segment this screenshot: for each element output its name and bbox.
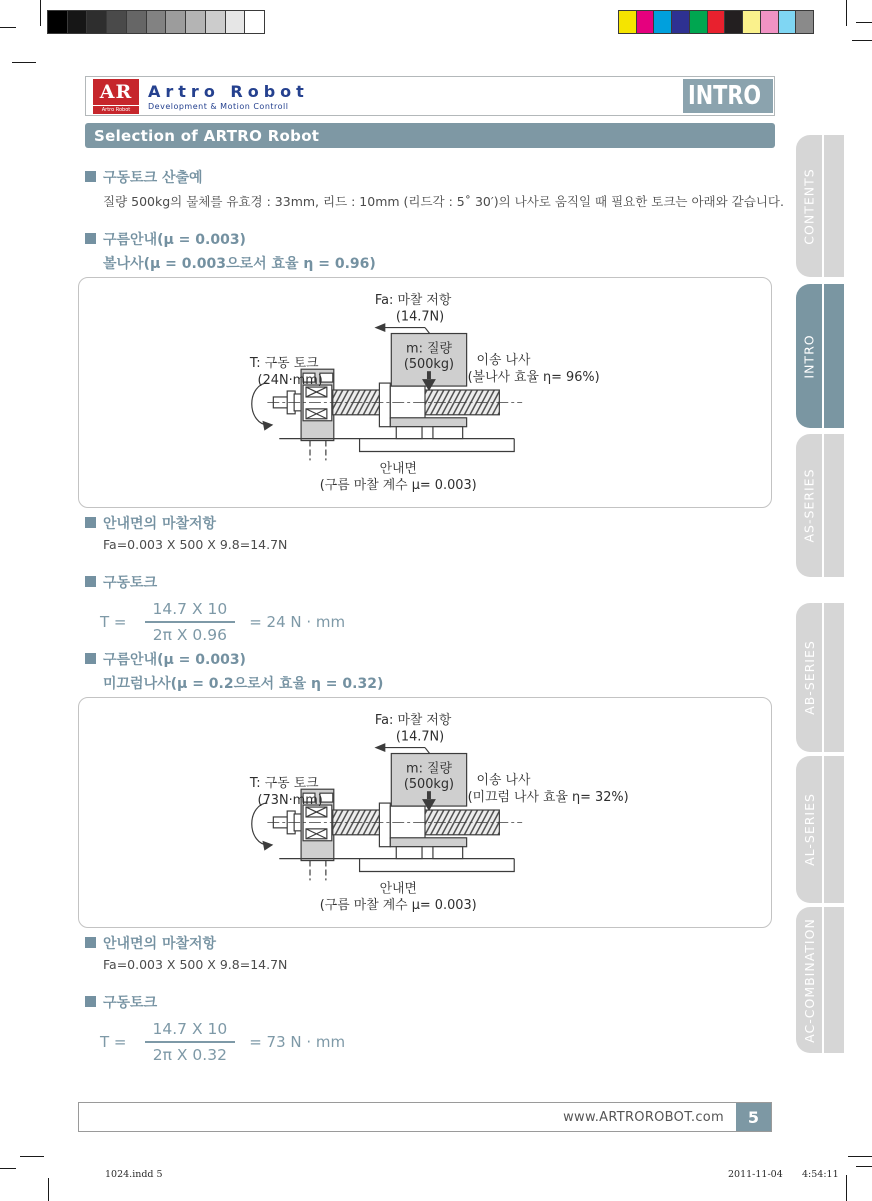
heading-guide-friction-2: 안내면의 마찰저항 — [85, 933, 216, 953]
heading-sliding-screw: 미끄럼나사(μ = 0.2으로서 효율 η = 0.32) — [103, 676, 384, 692]
crop-mark — [846, 0, 847, 26]
diagram-sliding-screw — [78, 697, 772, 928]
guide-note: (구름 마찰 계수 μ= 0.003) — [319, 478, 477, 494]
print-date: 2011-11-04 — [728, 1169, 783, 1180]
intro-badge — [683, 79, 773, 113]
m-label: m: 질량 — [406, 761, 452, 777]
intro-badge-label: INTRO — [688, 81, 762, 111]
carriage-lower — [390, 838, 466, 847]
torque-formula-1 — [100, 600, 345, 644]
formula-result: = 73 N · mm — [249, 1033, 346, 1051]
calibration-swatch — [708, 11, 726, 33]
heading-ball-screw: 볼나사(μ = 0.003으로서 효율 η = 0.96) — [103, 256, 376, 272]
heading-square-icon — [85, 171, 96, 182]
calibration-swatch — [743, 11, 761, 33]
m-value: (500kg) — [403, 357, 455, 373]
formula-numerator: 14.7 X 10 — [145, 600, 236, 623]
calibration-swatch — [654, 11, 672, 33]
formula-lhs: T = — [100, 1033, 127, 1051]
t-value: (24N·mm) — [257, 373, 323, 389]
carriage-foot — [433, 427, 463, 439]
t-label: T: 구동 토크 — [249, 356, 319, 372]
heading-square-icon — [85, 653, 96, 664]
print-filename: 1024.indd 5 — [105, 1169, 163, 1180]
sidebar-tab-ac-combination[interactable]: AC-COMBINATION — [796, 907, 844, 1053]
page-number-badge: 5 — [736, 1103, 771, 1131]
heading-square-icon — [85, 576, 96, 587]
diagram-ball-screw — [78, 277, 772, 508]
heading-square-icon — [85, 937, 96, 948]
formula-fraction — [145, 1020, 236, 1064]
screw-note: (미끄럼 나사 효율 η= 32%) — [467, 790, 629, 806]
calibration-swatch — [796, 11, 813, 33]
calibration-swatch — [206, 11, 226, 33]
tab-divider — [822, 603, 824, 752]
fa-value: (14.7N) — [395, 309, 445, 325]
print-time: 4:54:11 — [802, 1169, 839, 1180]
formula-result: = 24 N · mm — [249, 613, 346, 631]
crop-mark — [20, 1156, 44, 1157]
crop-mark — [852, 40, 872, 41]
m-value: (500kg) — [403, 777, 455, 793]
m-label: m: 질량 — [406, 341, 452, 357]
calibration-swatch — [761, 11, 779, 33]
formula-numerator: 14.7 X 10 — [145, 1020, 236, 1043]
calibration-swatch — [166, 11, 186, 33]
sidebar-tab-ab-series[interactable]: AB-SERIES — [796, 603, 844, 752]
crop-mark — [0, 1168, 16, 1169]
carriage-plate — [379, 803, 390, 847]
grayscale-calibration-bar — [47, 10, 265, 34]
crop-mark — [848, 1156, 872, 1157]
brand-name: Artro Robot — [148, 81, 309, 101]
carriage-plate — [379, 383, 390, 427]
carriage-foot — [433, 847, 463, 859]
friction-equation-1: Fa=0.003 X 500 X 9.8=14.7N — [103, 537, 288, 552]
calibration-swatch — [619, 11, 637, 33]
heading-guide-friction-1: 안내면의 마찰저항 — [85, 513, 216, 533]
tab-divider — [822, 434, 824, 577]
section-body-torque-example: 질량 500kg의 물체를 유효경 : 33mm, 리드 : 10mm (리드각 : 5˚ 30′)의 나사로 움직일 때 필요한 토크는 아래와 같습니다. — [103, 194, 784, 209]
rotation-arrowhead-icon — [262, 841, 273, 851]
brand-block — [148, 82, 309, 111]
formula-fraction — [145, 600, 236, 644]
crop-mark — [0, 27, 16, 28]
calibration-swatch — [87, 11, 107, 33]
crop-mark — [856, 22, 872, 23]
calibration-swatch — [68, 11, 88, 33]
heading-square-icon — [85, 233, 96, 244]
calibration-swatch — [245, 11, 264, 33]
crop-mark — [40, 0, 41, 26]
heading-drive-torque-2: 구동토크 — [85, 992, 157, 1012]
crop-mark — [846, 1175, 847, 1201]
carriage-foot — [396, 427, 422, 439]
footer-url: www.ARTROROBOT.com — [563, 1109, 724, 1125]
t-label: T: 구동 토크 — [249, 776, 319, 792]
rotation-arrow-icon — [252, 383, 268, 425]
tab-divider — [822, 756, 824, 903]
calibration-swatch — [186, 11, 206, 33]
screw-note: (볼나사 효율 η= 96%) — [467, 370, 600, 386]
sidebar-tab-al-series[interactable]: AL-SERIES — [796, 756, 844, 903]
section-heading-torque-example: 구동토크 산출예 — [85, 167, 203, 187]
brand-subtitle: Development & Motion Controll — [148, 101, 289, 111]
calibration-swatch — [672, 11, 690, 33]
guide-label: 안내면 — [379, 881, 417, 897]
calibration-swatch — [127, 11, 147, 33]
calibration-swatch — [779, 11, 797, 33]
page-title: Selection of ARTRO Robot — [85, 123, 775, 148]
crop-mark — [48, 1178, 49, 1201]
tab-divider — [822, 907, 824, 1053]
friction-equation-2: Fa=0.003 X 500 X 9.8=14.7N — [103, 957, 288, 972]
rotation-arrow-icon — [252, 803, 268, 845]
sidebar-tab-contents[interactable]: CONTENTS — [796, 135, 844, 277]
guide-note: (구름 마찰 계수 μ= 0.003) — [319, 898, 477, 914]
logo-strip-text: Artro Robot — [93, 106, 139, 114]
screw-label: 이송 나사 — [476, 353, 531, 369]
footer-bar — [78, 1102, 772, 1132]
tab-divider — [822, 284, 824, 428]
calibration-swatch — [637, 11, 655, 33]
heading-rolling-guide-1: 구름안내(μ = 0.003) 볼나사(μ = 0.003으로서 효율 η = 0.96) — [85, 229, 376, 273]
calibration-swatch — [107, 11, 127, 33]
crop-mark — [12, 62, 36, 63]
fa-value: (14.7N) — [395, 729, 445, 745]
calibration-swatch — [147, 11, 167, 33]
calibration-swatch — [725, 11, 743, 33]
artro-logo — [93, 79, 139, 114]
formula-lhs: T = — [100, 613, 127, 631]
carriage-foot — [396, 847, 422, 859]
heading-square-icon — [85, 996, 96, 1007]
screw-label: 이송 나사 — [476, 773, 531, 789]
crop-mark — [856, 1166, 872, 1167]
calibration-swatch — [226, 11, 246, 33]
sidebar-tab-as-series[interactable]: AS-SERIES — [796, 434, 844, 577]
logo-ar-icon: AR — [93, 79, 139, 105]
calibration-swatch — [48, 11, 68, 33]
calibration-swatch — [690, 11, 708, 33]
carriage-lower — [390, 418, 466, 427]
heading-square-icon — [85, 517, 96, 528]
guide-label: 안내면 — [379, 461, 417, 477]
fa-label: Fa: 마찰 저항 — [374, 712, 452, 728]
t-value: (73N·mm) — [257, 793, 323, 809]
page-header — [85, 76, 775, 116]
sidebar-tab-intro[interactable]: INTRO — [796, 284, 844, 428]
rotation-arrowhead-icon — [262, 421, 273, 431]
color-calibration-bar — [618, 10, 814, 34]
torque-formula-2 — [100, 1020, 345, 1064]
formula-denominator: 2π X 0.32 — [152, 1046, 227, 1064]
tab-divider — [822, 135, 824, 277]
fa-label: Fa: 마찰 저항 — [374, 292, 452, 308]
heading-drive-torque-1: 구동토크 — [85, 572, 157, 592]
formula-denominator: 2π X 0.96 — [152, 626, 227, 644]
heading-rolling-guide-2: 구름안내(μ = 0.003) 미끄럼나사(μ = 0.2으로서 효율 η = 0.32) — [85, 649, 383, 693]
